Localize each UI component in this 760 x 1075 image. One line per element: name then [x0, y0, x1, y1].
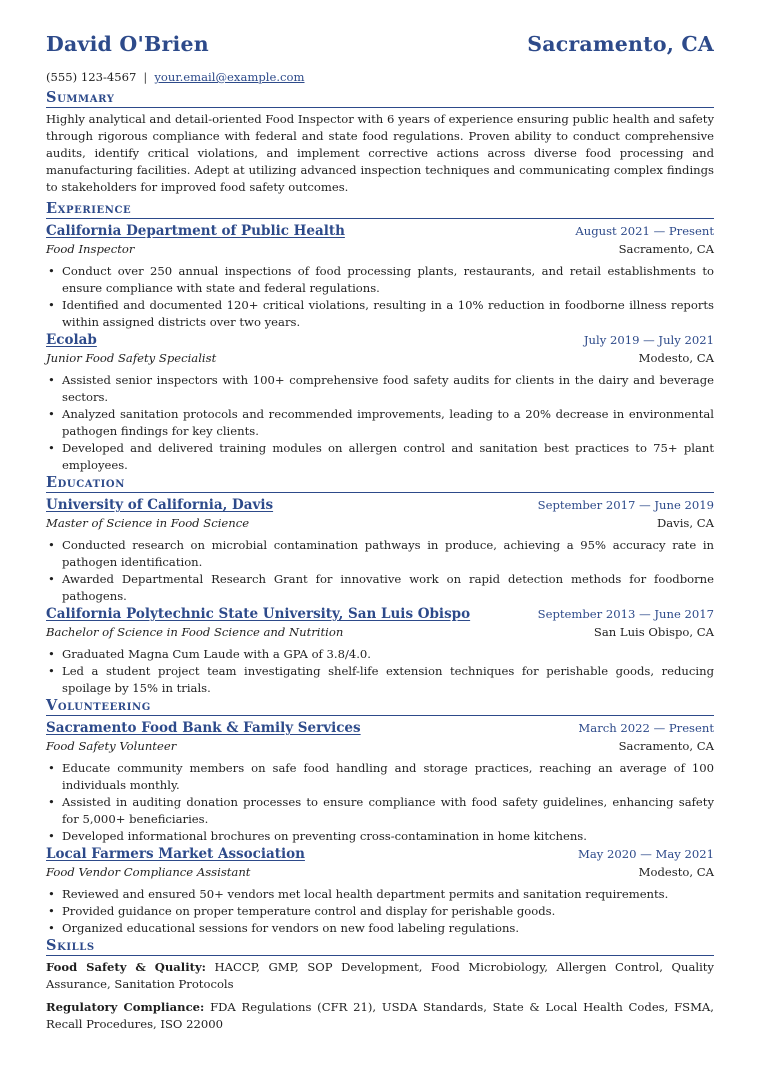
bullet-item: • Analyzed sanitation protocols and recommended improvements, leading to a 20% decrease in environmental pathogen findings for key clients.: [46, 406, 714, 440]
volunteer-location: Modesto, CA: [638, 865, 714, 879]
education-dates: September 2017 — June 2019: [537, 498, 714, 512]
contact-line: [46, 69, 714, 89]
skill-group-label: Food Safety & Quality:: [46, 960, 206, 974]
skill-group: [46, 959, 714, 993]
school-location: Davis, CA: [656, 516, 714, 530]
bullet-item: • Organized educational sessions for vendors on new food labeling regulations.: [46, 920, 714, 937]
skills-section: [46, 959, 714, 1033]
bullet-list: [46, 646, 714, 697]
bullet-item: • Led a student project team investigating shelf-life extension techniques for perishable goods, reducing spoilage by 15% in trials.: [46, 663, 714, 697]
experience-heading: Experience: [46, 200, 714, 219]
bullet-item: • Assisted senior inspectors with 100+ comprehensive food safety audits for clients in the dairy and beverage sectors.: [46, 372, 714, 406]
skill-group-label: Regulatory Compliance:: [46, 1000, 205, 1014]
bullet-list: [46, 372, 714, 474]
degree: Master of Science in Food Science: [46, 516, 250, 530]
employment-dates: August 2021 — Present: [575, 224, 714, 238]
phone-number: (555) 123-4567: [46, 70, 137, 84]
job-location: Sacramento, CA: [618, 242, 714, 256]
organization-name[interactable]: Local Farmers Market Association: [46, 846, 305, 862]
employer-name[interactable]: California Department of Public Health: [46, 223, 345, 239]
skill-group-items: HACCP, GMP, SOP Development, Food Microbiology, Allergen Control, Quality Assurance, Sanitation Protocols: [46, 960, 714, 991]
school-location: San Luis Obispo, CA: [593, 625, 714, 639]
contact-separator: |: [143, 70, 148, 84]
bullet-item: • Conducted research on microbial contamination pathways in produce, achieving a 95% accuracy rate in pathogen identification.: [46, 537, 714, 571]
bullet-item: • Educate community members on safe food handling and storage practices, reaching an average of 100 individuals monthly.: [46, 760, 714, 794]
volunteer-location: Sacramento, CA: [618, 739, 714, 753]
summary-text: Highly analytical and detail-oriented Food Inspector with 6 years of experience ensuring public health and safety through rigorous compliance with federal and state food regulations. Proven ability to conduct comprehensive audits, identify critical violations, and implement corrective actions across diverse food processing and manufacturing facilities. Adept at utilizing advanced inspection techniques and communicating complex findings to stakeholders for improved food safety outcomes.: [46, 112, 714, 194]
bullet-item: • Identified and documented 120+ critical violations, resulting in a 10% reduction in foodborne illness reports within assigned districts over two years.: [46, 297, 714, 331]
resume-header: [46, 32, 714, 68]
volunteering-dates: May 2020 — May 2021: [577, 847, 714, 861]
education-heading: Education: [46, 474, 714, 493]
experience-entry: [46, 222, 714, 331]
volunteer-role: Food Safety Volunteer: [46, 739, 177, 753]
candidate-location: Sacramento, CA: [527, 32, 714, 56]
resume-page: [46, 32, 714, 1039]
volunteering-heading: Volunteering: [46, 697, 714, 716]
experience-entry: [46, 331, 714, 474]
email-link[interactable]: your.email@example.com: [154, 70, 305, 84]
bullet-list: [46, 263, 714, 331]
organization-name[interactable]: Sacramento Food Bank & Family Services: [46, 720, 361, 736]
skills-heading: Skills: [46, 937, 714, 956]
skill-group: [46, 999, 714, 1033]
volunteering-dates: March 2022 — Present: [578, 721, 714, 735]
bullet-item: • Provided guidance on proper temperature control and display for perishable goods.: [46, 903, 714, 920]
bullet-item: • Graduated Magna Cum Laude with a GPA of 3.8/4.0.: [46, 646, 714, 663]
employment-dates: July 2019 — July 2021: [583, 333, 714, 347]
bullet-item: • Developed informational brochures on preventing cross-contamination in home kitchens.: [46, 828, 714, 845]
bullet-item: • Reviewed and ensured 50+ vendors met local health department permits and sanitation requirements.: [46, 886, 714, 903]
candidate-name: David O'Brien: [46, 32, 209, 56]
bullet-item: • Conduct over 250 annual inspections of food processing plants, restaurants, and retail establishments to ensure compliance with state and federal regulations.: [46, 263, 714, 297]
school-name[interactable]: California Polytechnic State University, San Luis Obispo: [46, 606, 471, 622]
education-entry: [46, 496, 714, 605]
summary-heading: Summary: [46, 89, 714, 108]
bullet-list: [46, 760, 714, 845]
bullet-list: [46, 537, 714, 605]
education-dates: September 2013 — June 2017: [537, 607, 714, 621]
job-location: Modesto, CA: [638, 351, 714, 365]
skill-group-items: FDA Regulations (CFR 21), USDA Standards, State & Local Health Codes, FSMA, Recall Procedures, ISO 22000: [46, 1000, 714, 1031]
job-title: Food Inspector: [46, 242, 135, 256]
bullet-list: [46, 886, 714, 937]
bullet-item: • Developed and delivered training modules on allergen control and sanitation best practices to 75+ plant employees.: [46, 440, 714, 474]
job-title: Junior Food Safety Specialist: [46, 351, 217, 365]
degree: Bachelor of Science in Food Science and Nutrition: [46, 625, 344, 639]
school-name[interactable]: University of California, Davis: [46, 497, 274, 513]
bullet-item: • Assisted in auditing donation processes to ensure compliance with food safety guidelines, enhancing safety for 5,000+ beneficiaries.: [46, 794, 714, 828]
bullet-item: • Awarded Departmental Research Grant for innovative work on rapid detection methods for foodborne pathogens.: [46, 571, 714, 605]
education-entry: [46, 605, 714, 697]
volunteer-role: Food Vendor Compliance Assistant: [46, 865, 251, 879]
volunteering-entry: [46, 719, 714, 845]
employer-name[interactable]: Ecolab: [46, 332, 97, 348]
volunteering-entry: [46, 845, 714, 937]
